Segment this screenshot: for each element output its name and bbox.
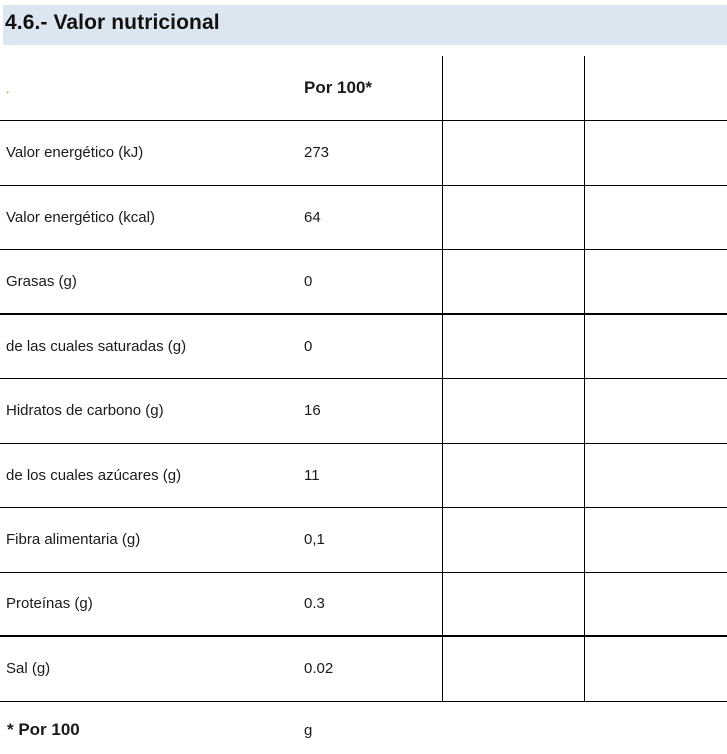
table-row — [0, 637, 727, 702]
row-label: Grasas (g) — [6, 272, 77, 290]
row-label: de los cuales azúcares (g) — [6, 466, 182, 484]
row-value: 0.02 — [304, 660, 334, 678]
row-label: Valor energético (kJ) — [6, 144, 144, 162]
footer-note: * Por 100 — [7, 720, 80, 739]
nutrition-table — [0, 56, 727, 702]
row-label: Valor energético (kcal) — [6, 208, 155, 226]
row-label: Hidratos de carbono (g) — [6, 402, 164, 420]
header-dot: . — [6, 80, 10, 96]
row-value: 16 — [304, 402, 321, 420]
table-row — [0, 444, 727, 509]
table-row — [0, 379, 727, 444]
row-label: Sal (g) — [6, 660, 51, 678]
row-label: Proteínas (g) — [6, 595, 93, 613]
table-header-row — [0, 56, 727, 121]
column-divider — [584, 56, 585, 702]
section-title: 4.6.- Valor nutricional — [5, 11, 220, 34]
header-value-cell: Por 100* — [304, 78, 373, 97]
header-label-cell — [6, 56, 296, 120]
table-row — [0, 121, 727, 186]
table-row — [0, 186, 727, 251]
row-value: 0.3 — [304, 595, 325, 613]
row-value: 0 — [304, 272, 313, 290]
table-row — [0, 250, 727, 315]
row-value: 0 — [304, 337, 313, 355]
table-row — [0, 573, 727, 638]
row-label: de las cuales saturadas (g) — [6, 337, 187, 355]
column-divider — [442, 56, 443, 702]
footer-unit: g — [304, 722, 313, 739]
row-label: Fibra alimentaria (g) — [6, 531, 141, 549]
row-value: 273 — [304, 144, 330, 162]
table-row — [0, 315, 727, 380]
row-value: 0,1 — [304, 531, 325, 549]
table-row — [0, 508, 727, 573]
row-value: 64 — [304, 208, 321, 226]
row-value: 11 — [304, 466, 320, 484]
